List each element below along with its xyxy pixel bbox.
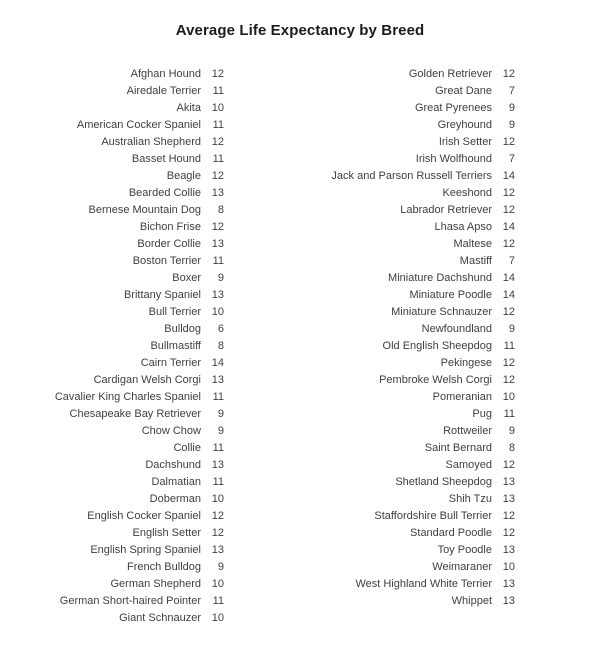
table-row [317, 507, 515, 524]
life-expectancy-value: 11 [212, 254, 224, 267]
breed-name: Afghan Hound [130, 67, 201, 80]
table-row [26, 609, 224, 626]
breed-name: Weimaraner [432, 560, 492, 573]
life-expectancy-value: 13 [502, 594, 515, 607]
table-row [317, 65, 515, 82]
life-expectancy-value: 14 [211, 356, 224, 369]
breed-name: Chesapeake Bay Retriever [69, 407, 201, 420]
life-expectancy-value: 14 [502, 220, 515, 233]
breed-name: Akita [176, 101, 201, 114]
life-expectancy-value: 11 [212, 84, 224, 97]
table-row [317, 269, 515, 286]
breed-name: Brittany Spaniel [123, 288, 201, 301]
breed-name: Airedale Terrier [126, 84, 201, 97]
breed-name: Irish Wolfhound [415, 152, 492, 165]
breed-name: Maltese [453, 237, 492, 250]
life-expectancy-value: 12 [211, 220, 224, 233]
life-expectancy-value: 9 [217, 424, 224, 437]
table-row [26, 422, 224, 439]
breed-name: Rottweiler [443, 424, 492, 437]
breed-name: Shetland Sheepdog [395, 475, 492, 488]
life-expectancy-value: 11 [212, 152, 224, 165]
table-row [26, 490, 224, 507]
life-expectancy-value: 12 [502, 356, 515, 369]
life-expectancy-value: 13 [211, 458, 224, 471]
breed-name: Staffordshire Bull Terrier [374, 509, 492, 522]
table-row [26, 167, 224, 184]
breed-name: Miniature Schnauzer [391, 305, 492, 318]
life-expectancy-value: 13 [502, 475, 515, 488]
life-expectancy-value: 11 [212, 390, 224, 403]
breed-name: Miniature Poodle [409, 288, 492, 301]
table-row [317, 558, 515, 575]
breed-name: Keeshond [442, 186, 492, 199]
table-row [26, 218, 224, 235]
breed-name: Old English Sheepdog [382, 339, 492, 352]
breed-name: Pekingese [440, 356, 492, 369]
life-expectancy-value: 12 [502, 305, 515, 318]
table-row [317, 167, 515, 184]
table-row [26, 269, 224, 286]
table-row [317, 116, 515, 133]
table-row [317, 82, 515, 99]
breed-name: Mastiff [459, 254, 492, 267]
life-expectancy-value: 12 [502, 526, 515, 539]
table-row [26, 541, 224, 558]
table-row [317, 371, 515, 388]
table-row [317, 456, 515, 473]
breed-name: Chow Chow [141, 424, 201, 437]
life-expectancy-value: 6 [217, 322, 224, 335]
breed-name: Greyhound [437, 118, 492, 131]
life-expectancy-value: 12 [502, 237, 515, 250]
life-expectancy-value: 11 [212, 441, 224, 454]
table-row [317, 490, 515, 507]
table-row [26, 303, 224, 320]
breed-name: Bull Terrier [148, 305, 201, 318]
breed-name: Standard Poodle [410, 526, 492, 539]
life-expectancy-value: 7 [508, 254, 515, 267]
breed-name: English Spring Spaniel [90, 543, 201, 556]
table-row [317, 541, 515, 558]
table-row [26, 82, 224, 99]
life-expectancy-value: 13 [211, 237, 224, 250]
breed-name: Australian Shepherd [101, 135, 201, 148]
table-row [317, 422, 515, 439]
table-row [317, 201, 515, 218]
table-row [26, 575, 224, 592]
table-row [26, 371, 224, 388]
table-row [26, 388, 224, 405]
life-expectancy-value: 10 [211, 611, 224, 624]
table-row [317, 439, 515, 456]
breed-name: Bernese Mountain Dog [88, 203, 201, 216]
table-row [317, 286, 515, 303]
breed-name: Great Pyrenees [414, 101, 492, 114]
table-row [317, 235, 515, 252]
table-row [26, 524, 224, 541]
table-row [317, 575, 515, 592]
table-row [26, 99, 224, 116]
breed-name: Basset Hound [131, 152, 201, 165]
table-row [26, 592, 224, 609]
life-expectancy-value: 12 [502, 186, 515, 199]
breed-name: West Highland White Terrier [355, 577, 492, 590]
breed-name: Lhasa Apso [434, 220, 492, 233]
life-expectancy-value: 10 [211, 101, 224, 114]
breed-name: German Short-haired Pointer [59, 594, 201, 607]
life-expectancy-value: 12 [211, 169, 224, 182]
breed-name: French Bulldog [127, 560, 201, 573]
life-expectancy-value: 11 [503, 407, 515, 420]
life-expectancy-value: 12 [502, 67, 515, 80]
breed-name: Miniature Dachshund [388, 271, 492, 284]
breed-name: Bearded Collie [128, 186, 201, 199]
life-expectancy-value: 12 [502, 203, 515, 216]
table-row [26, 201, 224, 218]
life-expectancy-value: 9 [508, 101, 515, 114]
breed-name: Samoyed [445, 458, 492, 471]
breed-name: Bichon Frise [139, 220, 201, 233]
breed-name: English Cocker Spaniel [87, 509, 201, 522]
breed-name: Labrador Retriever [400, 203, 492, 216]
breed-name: Jack and Parson Russell Terriers [331, 169, 492, 182]
life-expectancy-value: 10 [502, 390, 515, 403]
life-expectancy-value: 10 [211, 492, 224, 505]
breed-name: English Setter [132, 526, 201, 539]
life-expectancy-value: 13 [502, 577, 515, 590]
life-expectancy-value: 9 [508, 424, 515, 437]
table-row [317, 218, 515, 235]
life-expectancy-value: 13 [211, 373, 224, 386]
breed-name: Cardigan Welsh Corgi [93, 373, 201, 386]
life-expectancy-value: 9 [217, 407, 224, 420]
breed-name: Great Dane [435, 84, 492, 97]
life-expectancy-value: 7 [508, 84, 515, 97]
life-expectancy-value: 12 [502, 135, 515, 148]
table-row [26, 337, 224, 354]
table-row [317, 473, 515, 490]
table-row [26, 286, 224, 303]
breed-name: Bulldog [164, 322, 201, 335]
life-expectancy-value: 12 [502, 458, 515, 471]
life-expectancy-value: 12 [211, 509, 224, 522]
breed-name: Giant Schnauzer [119, 611, 201, 624]
table-row [26, 405, 224, 422]
table-row [26, 235, 224, 252]
breed-name: Shih Tzu [448, 492, 492, 505]
breed-name: Toy Poodle [437, 543, 492, 556]
life-expectancy-value: 10 [211, 577, 224, 590]
breed-name: Cavalier King Charles Spaniel [54, 390, 201, 403]
table-row [26, 507, 224, 524]
breed-name: American Cocker Spaniel [76, 118, 201, 131]
breed-name: Doberman [149, 492, 201, 505]
breed-name: Irish Setter [438, 135, 492, 148]
life-expectancy-value: 11 [503, 339, 515, 352]
table-row [317, 303, 515, 320]
breed-name: Dachshund [145, 458, 201, 471]
table-row [317, 184, 515, 201]
breed-name: Beagle [166, 169, 201, 182]
life-expectancy-value: 14 [502, 169, 515, 182]
life-expectancy-value: 8 [217, 203, 224, 216]
breed-name: Golden Retriever [408, 67, 492, 80]
table-row [26, 456, 224, 473]
breed-name: Pomeranian [432, 390, 492, 403]
table-row [26, 473, 224, 490]
breed-name: Saint Bernard [424, 441, 492, 454]
breed-name: Newfoundland [421, 322, 492, 335]
table-row [317, 592, 515, 609]
life-expectancy-value: 12 [211, 526, 224, 539]
breed-name: Pug [472, 407, 492, 420]
table-row [26, 320, 224, 337]
chart-title: Average Life Expectancy by Breed [175, 22, 425, 39]
breed-name: German Shepherd [110, 577, 201, 590]
table-row [26, 252, 224, 269]
life-expectancy-value: 8 [217, 339, 224, 352]
table-row [26, 184, 224, 201]
table-row [317, 524, 515, 541]
table-row [26, 439, 224, 456]
breed-table-right-column [317, 65, 515, 609]
life-expectancy-value: 7 [508, 152, 515, 165]
breed-name: Border Collie [137, 237, 201, 250]
table-row [317, 252, 515, 269]
life-expectancy-value: 13 [502, 492, 515, 505]
life-expectancy-value: 12 [211, 67, 224, 80]
breed-name: Dalmatian [151, 475, 201, 488]
life-expectancy-value: 9 [217, 271, 224, 284]
life-expectancy-value: 9 [508, 322, 515, 335]
life-expectancy-value: 9 [217, 560, 224, 573]
life-expectancy-value: 14 [502, 288, 515, 301]
life-expectancy-value: 14 [502, 271, 515, 284]
table-row [317, 150, 515, 167]
table-row [26, 116, 224, 133]
life-expectancy-value: 8 [508, 441, 515, 454]
table-row [317, 337, 515, 354]
table-row [317, 388, 515, 405]
breed-name: Collie [173, 441, 201, 454]
life-expectancy-value: 12 [502, 373, 515, 386]
life-expectancy-value: 13 [211, 543, 224, 556]
table-row [317, 99, 515, 116]
breed-name: Boston Terrier [132, 254, 201, 267]
breed-name: Pembroke Welsh Corgi [379, 373, 492, 386]
life-expectancy-value: 9 [508, 118, 515, 131]
breed-name: Boxer [172, 271, 201, 284]
life-expectancy-value: 11 [212, 594, 224, 607]
life-expectancy-value: 12 [502, 509, 515, 522]
table-row [26, 65, 224, 82]
table-row [26, 558, 224, 575]
breed-table-left-column [26, 65, 224, 626]
table-row [26, 354, 224, 371]
life-expectancy-value: 13 [502, 543, 515, 556]
table-row [317, 133, 515, 150]
life-expectancy-value: 13 [211, 288, 224, 301]
breed-name: Bullmastiff [150, 339, 201, 352]
life-expectancy-value: 13 [211, 186, 224, 199]
life-expectancy-value: 12 [211, 135, 224, 148]
breed-name: Cairn Terrier [140, 356, 201, 369]
table-row [317, 320, 515, 337]
life-expectancy-value: 11 [212, 475, 224, 488]
breed-name: Whippet [451, 594, 492, 607]
life-expectancy-value: 10 [211, 305, 224, 318]
life-expectancy-value: 10 [502, 560, 515, 573]
life-expectancy-value: 11 [212, 118, 224, 131]
table-row [26, 150, 224, 167]
table-row [317, 354, 515, 371]
table-row [317, 405, 515, 422]
table-row [26, 133, 224, 150]
